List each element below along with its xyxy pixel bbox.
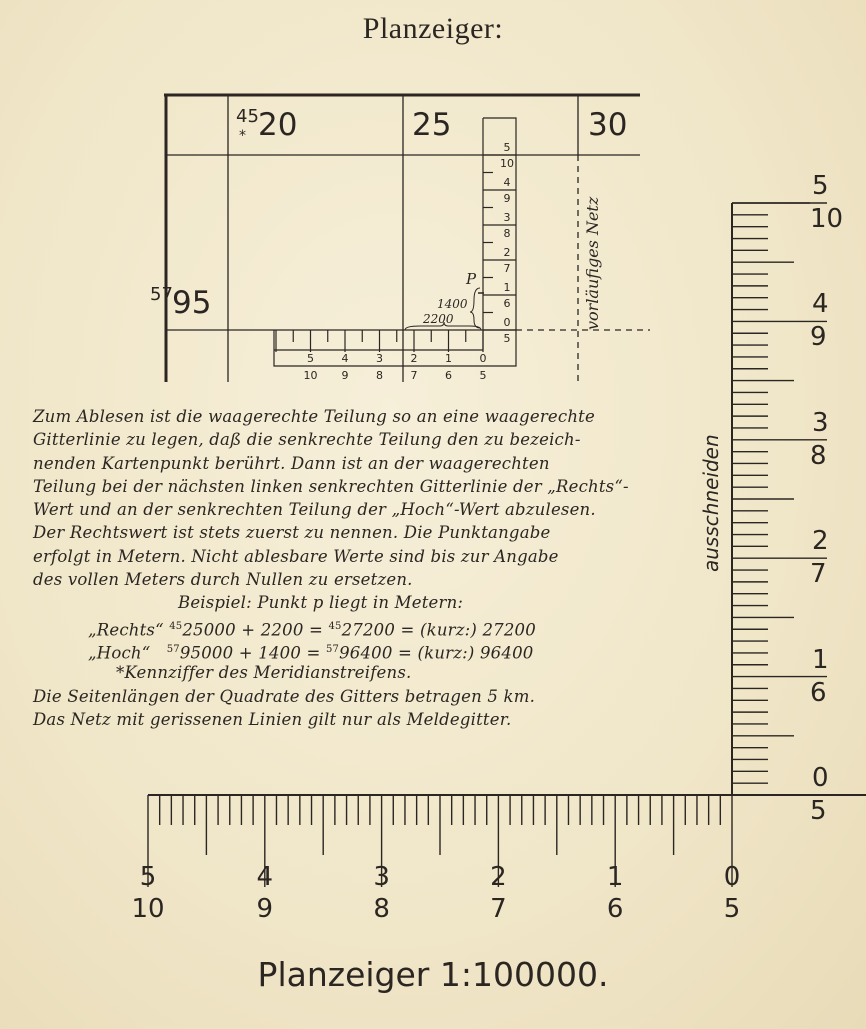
- page-title: Planzeiger:: [362, 12, 504, 45]
- grid-column-label: 25: [412, 107, 452, 143]
- instruction-text: [33, 405, 693, 731]
- large-vertical-label: 4: [812, 289, 829, 320]
- large-vertical-label: 2: [812, 526, 829, 557]
- large-horizontal-label: 0: [723, 862, 741, 892]
- large-horizontal-label: 6: [606, 894, 624, 924]
- large-horizontal-label: 7: [490, 894, 507, 924]
- text-line: Gitterlinie zu legen, daß die senkrechte Teilung den zu bezeich-: [33, 430, 581, 450]
- small-horizontal-label: 9: [341, 369, 349, 382]
- grid-column-label: 30: [588, 107, 628, 143]
- row-prefix: 57: [150, 284, 173, 305]
- large-horizontal-label: 10: [131, 894, 165, 924]
- provisional-grid-label: vorläufiges Netz: [583, 196, 602, 330]
- small-vertical-label: 0: [503, 316, 511, 329]
- text-line: nenden Kartenpunkt berührt. Dann ist an der waagerechten: [33, 453, 550, 473]
- small-vertical-label: 1: [503, 281, 511, 294]
- large-vertical-label: 5: [810, 796, 827, 826]
- large-horizontal-label: 8: [373, 894, 390, 924]
- star-icon: *: [239, 128, 246, 144]
- large-vertical-label: 1: [812, 644, 829, 675]
- small-vertical-label: 10: [500, 157, 514, 170]
- large-vertical-label: 7: [810, 559, 827, 590]
- grid-row-label: 95: [172, 285, 212, 321]
- dimension-brace-vertical: [470, 288, 480, 328]
- point-label: P: [466, 270, 477, 288]
- large-horizontal-label: 3: [373, 862, 390, 892]
- scale-title: Planzeiger 1:100000.: [257, 955, 609, 994]
- small-vertical-label: 7: [503, 262, 511, 275]
- text-line: Zum Ablesen ist die waagerechte Teilung so an eine waagerechte: [33, 407, 595, 426]
- small-vertical-label: 4: [503, 176, 511, 189]
- example-heading: Beispiel: Punkt p liegt in Metern:: [178, 593, 464, 613]
- text-line: des vollen Meters durch Nullen zu ersetzen.: [33, 570, 413, 590]
- large-vertical-label: 8: [810, 440, 827, 471]
- large-vertical-label: 5: [812, 171, 829, 201]
- large-horizontal-label: 5: [723, 894, 741, 924]
- note-line: Die Seitenlängen der Quadrate des Gitters betragen 5 km.: [33, 686, 536, 706]
- large-horizontal-label: 2: [490, 862, 507, 892]
- dimension-vertical: 1400: [437, 297, 468, 311]
- small-horizontal-label: 0: [479, 352, 487, 365]
- large-horizontal-label: 9: [256, 894, 274, 924]
- text-line: Wert und an der senkrechten Teilung der „Hoch“-Wert abzulesen.: [33, 500, 596, 520]
- small-vertical-label: 3: [503, 211, 511, 224]
- footnote: *Kennziffer des Meridianstreifens.: [116, 663, 412, 683]
- grid-column-label: 20: [258, 107, 298, 143]
- small-vertical-label: 2: [503, 246, 511, 259]
- small-horizontal-label: 1: [445, 352, 452, 365]
- large-vertical-label: 9: [810, 322, 827, 353]
- small-horizontal-label: 8: [376, 369, 383, 382]
- large-horizontal-label: 1: [606, 862, 624, 892]
- small-horizontal-label: 5: [479, 369, 487, 382]
- large-vertical-label: 6: [810, 677, 827, 708]
- small-vertical-label: 9: [503, 192, 511, 205]
- star-icon: *: [116, 663, 125, 683]
- small-vertical-label: 5: [503, 332, 511, 345]
- example-rechts: „Rechts“ $^{45}$25000 + 2200 = $^{45}$27200 = (kurz:) 27200: [88, 620, 536, 640]
- small-vertical-label: 5: [503, 141, 511, 154]
- text-line: Teilung bei der nächsten linken senkrechten Gitterlinie der „Rechts“-: [33, 476, 629, 496]
- small-horizontal-label: 4: [341, 352, 349, 365]
- column-prefix: 45: [236, 106, 259, 127]
- dimension-horizontal: 2200: [423, 312, 454, 326]
- large-vertical-label: 10: [810, 204, 844, 234]
- note-line: Das Netz mit gerissenen Linien gilt nur als Meldegitter.: [33, 709, 512, 729]
- small-horizontal-label: 6: [445, 369, 452, 382]
- large-horizontal-label: 5: [139, 862, 157, 892]
- small-vertical-label: 6: [503, 297, 511, 310]
- example-hoch: „Hoch“ $^{57}$95000 + 1400 = $^{57}$96400 = (kurz:) 96400: [88, 643, 534, 663]
- cut-out-label: ausschneiden: [699, 434, 723, 572]
- large-vertical-label: 0: [812, 763, 829, 793]
- small-horizontal-label: 7: [410, 369, 418, 382]
- small-vertical-label: 8: [503, 227, 511, 240]
- small-horizontal-label: 5: [307, 352, 314, 365]
- text-line: erfolgt in Metern. Nicht ablesbare Werte sind bis zur Angabe: [33, 546, 559, 566]
- large-vertical-label: 3: [812, 407, 829, 438]
- text-line: Der Rechtswert ist stets zuerst zu nennen. Die Punktangabe: [33, 523, 551, 543]
- large-horizontal-label: 4: [256, 862, 274, 892]
- small-horizontal-label: 10: [303, 369, 318, 382]
- small-horizontal-label: 3: [376, 352, 383, 365]
- small-horizontal-label: 2: [410, 352, 418, 365]
